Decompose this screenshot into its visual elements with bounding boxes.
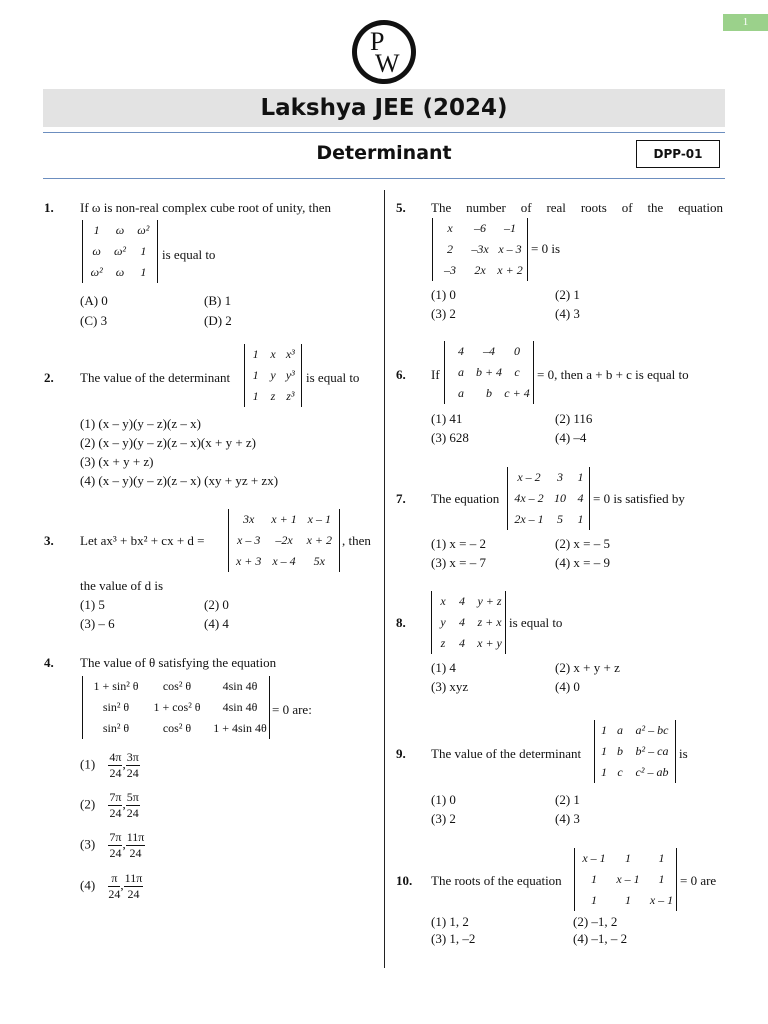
option-3: (3) 2 (431, 306, 456, 321)
matrix-cell: x – 1 (616, 872, 640, 886)
matrix-cell: 1 (252, 347, 259, 361)
question-tail: = 0 is satisfied by (593, 491, 685, 506)
matrix-cell: x (270, 347, 276, 361)
matrix-cell: –4 (483, 344, 495, 358)
question-number: 1. (44, 200, 54, 215)
matrix-cell: 4x – 2 (514, 491, 544, 505)
matrix-cell: x – 1 (307, 512, 331, 526)
determinant-matrix (444, 341, 534, 404)
question-tail: is equal to (509, 615, 563, 630)
pw-logo (352, 20, 416, 84)
question-tail: is equal to (162, 247, 216, 262)
option-2: (2) 1 (555, 287, 580, 302)
option-2: (2) (x – y)(y – z)(z – x)(x + y + z) (80, 435, 257, 450)
option-2: (2) x = – 5 (555, 536, 610, 551)
question-tail: is (679, 746, 688, 761)
matrix-cell: c (514, 365, 520, 379)
question-text: The roots of the equation (431, 873, 562, 888)
question-tail: = 0, then a + b + c is equal to (537, 367, 689, 382)
question-number: 6. (396, 367, 406, 382)
option-2: (2) –1, 2 (573, 914, 618, 929)
matrix-cell: 2x – 1 (514, 512, 544, 526)
matrix-cell: 1 (601, 744, 607, 758)
option-4: (4) 3 (555, 306, 580, 321)
fraction (126, 790, 140, 821)
matrix-cell: y³ (285, 368, 295, 382)
matrix-cell: c (617, 765, 623, 779)
matrix-cell: 4sin 4θ (222, 700, 258, 714)
option-3: (3) 2 (431, 811, 456, 826)
matrix-cell: ω (115, 265, 125, 279)
option-1: (1) 4 (431, 660, 456, 675)
option-4: (4) 4 (204, 616, 229, 631)
matrix-cell: 4 (577, 491, 584, 505)
question-text: The value of the determinant (80, 370, 231, 385)
matrix-cell: a (617, 723, 623, 737)
matrix-cell: ω² (90, 265, 103, 279)
option-4: (4) –1, – 2 (573, 931, 628, 946)
pw-logo-inner (357, 25, 411, 79)
option-2: (2) x + y + z (555, 660, 620, 675)
matrix-cell: 1 (140, 244, 147, 258)
matrix-cell: 1 (625, 851, 631, 865)
matrix-cell: x + 2 (306, 533, 333, 547)
dpp-badge: DPP-01 (636, 140, 720, 168)
fraction-denominator: 24 (129, 846, 142, 860)
matrix-cell: z (440, 636, 446, 650)
matrix-cell: x (440, 594, 446, 608)
matrix-cell: 1 (93, 223, 100, 237)
option-1: (1) $\frac{4\pi}{24}$ , $\frac{3\pi}{24}$ (80, 750, 139, 780)
question-number: 4. (44, 655, 54, 670)
matrix-cell: –2x (275, 533, 293, 547)
option-4: (4) $\frac{\pi}{24}$ , $\frac{11\pi}{24}$ (80, 871, 143, 901)
matrix-cell: x – 4 (272, 554, 296, 568)
option-2: (2) 116 (555, 411, 593, 426)
matrix-cell: 5x (313, 554, 325, 568)
fraction-denominator: 24 (109, 846, 122, 860)
question-tail: = 0 is (531, 241, 561, 256)
matrix-cell: 4 (459, 594, 465, 608)
determinant-matrix (82, 220, 158, 283)
matrix-cell: –1 (504, 221, 516, 235)
question-text: If ω is non-real complex cube root of unity, then (80, 200, 332, 215)
fraction-denominator: 24 (109, 806, 122, 820)
matrix-cell: x – 3 (237, 533, 261, 547)
option-2: (2) 1 (555, 792, 580, 807)
question-text: The value of the determinant (431, 746, 582, 761)
matrix-cell: 1 (601, 723, 607, 737)
option-label: (2) (80, 796, 96, 812)
matrix-cell: 1 (577, 512, 584, 526)
fraction (108, 790, 122, 821)
matrix-cell: 10 (554, 491, 566, 505)
question-number: 9. (396, 746, 406, 761)
matrix-cell: 1 (252, 389, 259, 403)
matrix-cell: ω² (137, 223, 150, 237)
option-label: (3) (80, 836, 96, 852)
question-number: 5. (396, 200, 406, 215)
matrix-cell: x + 2 (497, 263, 523, 277)
determinant-matrix (432, 218, 528, 281)
option-1: (1) x = – 2 (431, 536, 486, 551)
fraction-denominator: 24 (109, 766, 122, 780)
matrix-cell: 1 (140, 265, 147, 279)
question-number: 10. (396, 873, 413, 888)
matrix-cell: z³ (286, 389, 295, 403)
matrix-cell: 1 (591, 872, 597, 886)
determinant-matrix (431, 591, 506, 654)
option-b: (B) 1 (204, 293, 232, 308)
option-4: (4) –4 (555, 430, 587, 445)
matrix-cell: b (617, 744, 623, 758)
question-tail: is equal to (306, 370, 360, 385)
option-2: (2) 0 (204, 597, 229, 612)
matrix-cell: cos² θ (162, 679, 192, 693)
fraction-denominator: 24 (126, 766, 139, 780)
fraction-numerator: 11π (124, 871, 143, 885)
option-3: (3) 628 (431, 430, 469, 445)
option-a: (A) 0 (80, 293, 108, 308)
matrix-cell: x (447, 221, 453, 235)
matrix-cell: 4sin 4θ (222, 679, 258, 693)
fraction (124, 871, 144, 902)
matrix-cell: c + 4 (504, 386, 530, 400)
option-2: (2) $\frac{7\pi}{24}$ , $\frac{5\pi}{24}$ (80, 790, 139, 820)
matrix-cell: a (458, 365, 464, 379)
title-bar (43, 89, 725, 127)
matrix-cell: cos² θ (162, 721, 192, 735)
matrix-cell: 3 (557, 470, 563, 484)
matrix-cell: 3x (243, 512, 255, 526)
matrix-cell: b + 4 (475, 365, 503, 379)
fraction (126, 830, 146, 861)
determinant-matrix (82, 676, 270, 739)
fraction-denominator: 24 (127, 887, 140, 901)
fraction (108, 750, 122, 781)
fraction-denominator: 24 (126, 806, 139, 820)
matrix-cell: 1 + 4sin 4θ (213, 721, 267, 735)
question-number: 3. (44, 533, 54, 548)
matrix-cell: 4 (458, 344, 464, 358)
option-3: (3) – 6 (80, 616, 115, 631)
matrix-cell: x – 3 (498, 242, 522, 256)
matrix-cell: 2x (474, 263, 486, 277)
matrix-cell: 1 + sin² θ (93, 679, 139, 693)
matrix-cell: y (440, 615, 446, 629)
option-3: (3) xyz (431, 679, 469, 694)
option-1: (1) 1, 2 (431, 914, 469, 929)
matrix-cell: 1 (601, 765, 607, 779)
logo-letter-w: W (375, 49, 400, 78)
matrix-cell: y + z (477, 594, 502, 608)
matrix-cell: 1 (252, 368, 259, 382)
matrix-cell: ω (92, 244, 101, 258)
column-divider (384, 190, 385, 968)
matrix-cell: x + 3 (235, 554, 262, 568)
question-tail: = 0 are (680, 873, 717, 888)
option-4: (4) 3 (555, 811, 580, 826)
matrix-cell: x – 2 (517, 470, 541, 484)
fraction-numerator: 3π (126, 750, 139, 764)
page-subtitle: Determinant (316, 142, 452, 164)
option-3: (3) 1, –2 (431, 931, 476, 946)
matrix-cell: 1 (577, 470, 584, 484)
option-c: (C) 3 (80, 313, 108, 328)
determinant-matrix (228, 509, 340, 572)
matrix-cell: b² – ca (635, 744, 669, 758)
question-text-cont: the value of d is (80, 578, 164, 593)
matrix-cell: y (270, 368, 276, 382)
matrix-cell: x – 1 (649, 893, 674, 907)
matrix-cell: –3x (471, 242, 489, 256)
matrix-cell: 1 (625, 893, 631, 907)
option-4: (4) 0 (555, 679, 580, 694)
header-rule-top (43, 132, 725, 133)
matrix-cell: 1 (591, 893, 597, 907)
option-d: (D) 2 (204, 313, 232, 328)
option-1: (1) 41 (431, 411, 463, 426)
option-label: (1) (80, 756, 96, 772)
fraction-numerator: 7π (109, 790, 122, 804)
determinant-matrix (574, 848, 677, 911)
matrix-cell: –6 (474, 221, 486, 235)
fraction (108, 871, 120, 902)
option-1: (1) 5 (80, 597, 105, 612)
matrix-cell: 4 (459, 615, 465, 629)
matrix-cell: z + x (477, 615, 502, 629)
option-4: (4) x = – 9 (555, 555, 610, 570)
question-tail: = 0 are: (272, 702, 312, 717)
fraction (126, 750, 140, 781)
question-number: 7. (396, 491, 406, 506)
option-4: (4) (x – y)(y – z)(z – x) (xy + yz + zx) (80, 473, 279, 488)
fraction-numerator: 11π (126, 830, 145, 844)
matrix-cell: a² – bc (635, 723, 669, 737)
page-title: Lakshya JEE (2024) (260, 95, 508, 121)
question-number: 8. (396, 615, 406, 630)
fraction-denominator: 24 (108, 887, 121, 901)
option-1: (1) 0 (431, 287, 456, 302)
matrix-cell: b (486, 386, 492, 400)
matrix-cell: sin² θ (102, 721, 130, 735)
logo-letter-p: P (370, 27, 385, 56)
question-text: The equation (431, 491, 500, 506)
question-tail: , then (342, 533, 371, 548)
question-text: Let ax³ + bx² + cx + d = (80, 533, 205, 548)
matrix-cell: 1 + cos² θ (153, 700, 201, 714)
option-3: (3) (x + y + z) (80, 454, 154, 469)
question-text: The number of real roots of the equation (431, 200, 723, 215)
matrix-cell: 1 (658, 851, 665, 865)
option-1: (1) 0 (431, 792, 456, 807)
option-3: (3) $\frac{7\pi}{24}$ , $\frac{11\pi}{24}$ (80, 830, 145, 860)
page-number-tab: 1 (723, 14, 768, 31)
matrix-cell: ω (115, 223, 125, 237)
matrix-cell: x³ (285, 347, 295, 361)
matrix-cell: 0 (514, 344, 520, 358)
matrix-cell: 5 (557, 512, 563, 526)
question-text: The value of θ satisfying the equation (80, 655, 277, 670)
header-rule-bottom (43, 178, 725, 179)
matrix-cell: 4 (459, 636, 465, 650)
option-label: (4) (80, 877, 96, 893)
determinant-matrix (594, 720, 676, 783)
matrix-cell: ω² (113, 244, 127, 258)
matrix-cell: –3 (444, 263, 456, 277)
fraction (108, 830, 122, 861)
determinant-matrix (244, 344, 302, 407)
matrix-cell: 2 (447, 242, 453, 256)
matrix-cell: sin² θ (102, 700, 130, 714)
matrix-cell: x + y (477, 636, 502, 650)
fraction-numerator: 4π (109, 750, 122, 764)
option-1: (1) (x – y)(y – z)(z – x) (80, 416, 201, 431)
question-text: If (431, 367, 440, 382)
fraction-numerator: 7π (109, 830, 122, 844)
matrix-cell: x + 1 (271, 512, 297, 526)
matrix-cell: z (270, 389, 276, 403)
matrix-cell: x – 1 (582, 851, 606, 865)
fraction-numerator: 5π (126, 790, 139, 804)
determinant-matrix (507, 467, 590, 530)
option-3: (3) x = – 7 (431, 555, 486, 570)
matrix-cell: a (458, 386, 464, 400)
question-number: 2. (44, 370, 54, 385)
matrix-cell: 1 (658, 872, 665, 886)
fraction-numerator: π (108, 871, 120, 887)
matrix-cell: c² – ab (635, 765, 669, 779)
